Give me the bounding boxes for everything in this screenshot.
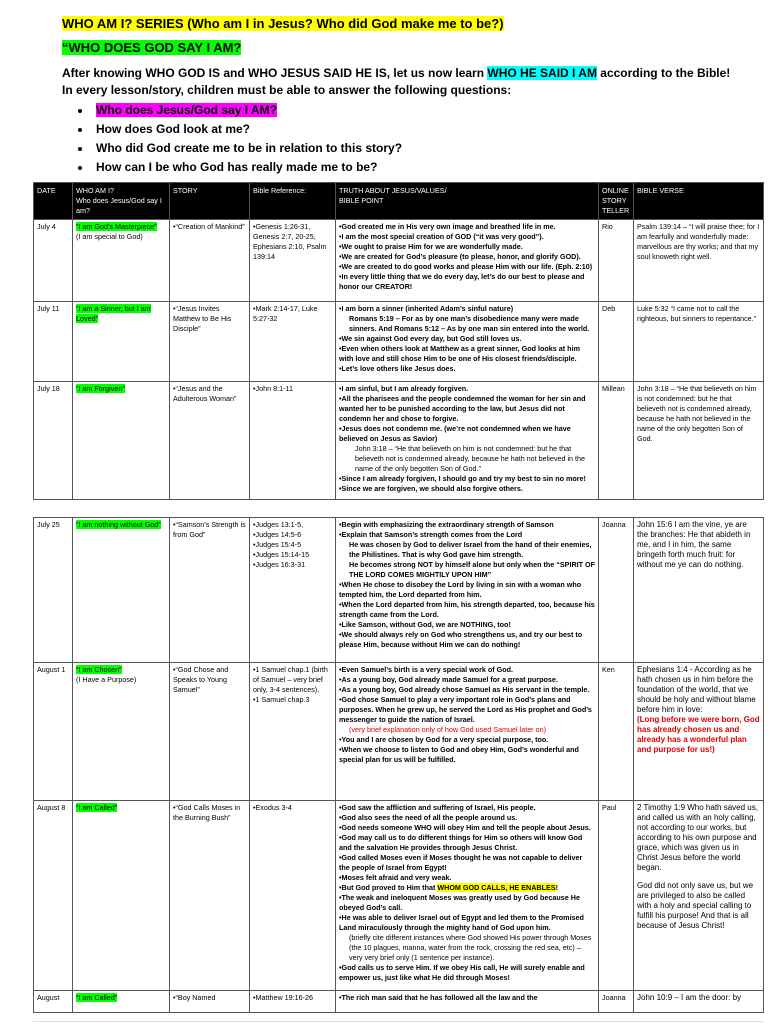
page-divider	[33, 1021, 763, 1022]
row-teller: Rio	[599, 220, 634, 302]
row-truth: •God created me in His very own image and breathed life in me. •I am the most special creation of GOD (“it was very good”). •We ought to praise Him for we are wonderfully made. •We are created for God’s pleasure (to please, honor, and glorify GOD). •We are created to do good works and please Him with our life. (Eph. 2:10) •In every little thing that we do every day, let’s do our best to please and honor our CREATOR!	[336, 220, 599, 302]
row-teller: Joanna	[599, 518, 634, 663]
row-truth: •God saw the affliction and suffering of Israel, His people. •God also sees the need of all the people around us. •God needs someone WHO will obey Him and tell the people about Jesus. •God may call us to do different things for Him so others will know God and the salvation He provides through Jesus Christ. •God called Moses even if Moses thought he was not capable to deliver the people of Israel from Egypt! •Moses felt afraid and very weak. •But God proved to Him that WHOM GOD CALLS, HE ENABLES! •The weak and ineloquent Moses was greatly used by God because He obeyed God’s call. •He was able to deliver Israel out of Egypt and led them to the Promised Land miraculously through the mighty hand of God upon him. (briefly cite different instances where God showed His power through Moses (the 10 plagues, manna, water from the rock, crossing the red sea, etc) – very very brief only (1 sentence per instance). •God calls us to serve Him. If we obey His call, He will surely enable and empower us, just like what He did through Moses!	[336, 801, 599, 991]
lesson-table-page1	[33, 182, 764, 500]
row-truth: •I am born a sinner (inherited Adam’s sinful nature) Romans 5:19 – For as by one man’s disobedience many were made sinners. And Romans 5:12 – As by one man sin entered into the world. •We sin against God every day, but God still loves us. •Even when others look at Matthew as a great sinner, God looks at him with love and still chose Him to be one of His closest friends/disciple. •Let’s love others like Jesus does.	[336, 302, 599, 382]
row-who: “I am Chosen” (I Have a Purpose)	[73, 663, 170, 801]
row-story: •“Samson’s Strength is from God”	[170, 518, 250, 663]
row-story: •“Creation of Mankind”	[170, 220, 250, 302]
series-subtitle: “WHO DOES GOD SAY I AM?	[62, 40, 242, 55]
row-story: •“Jesus Invites Matthew to Be His Disciple”	[170, 302, 250, 382]
table-row	[34, 518, 764, 663]
series-title: WHO AM I? SERIES (Who am I in Jesus? Who did God make me to be?)	[62, 16, 504, 31]
row-verse: Luke 5:32 “I came not to call the righteous, but sinners to repentance.”	[634, 302, 764, 382]
row-story: •“Jesus and the Adulterous Woman”	[170, 382, 250, 500]
question-item: • Who does Jesus/God say I AM?	[92, 101, 762, 120]
row-who: “I am Called”	[73, 991, 170, 1013]
header-who: WHO AM I? Who does Jesus/God say I am?	[73, 183, 170, 220]
table-row	[34, 302, 764, 382]
row-story: •“God Calls Moses in the Burning Bush”	[170, 801, 250, 991]
row-story: •“God Chose and Speaks to Young Samuel”	[170, 663, 250, 801]
row-reference: •Judges 13:1-5, •Judges 14:5-6 •Judges 15:4-5 •Judges 15:14-15 •Judges 16:3-31	[250, 518, 336, 663]
row-verse: John 10:9 – I am the door: by	[634, 991, 764, 1013]
table-row	[34, 801, 764, 991]
row-reference: •Mark 2:14-17, Luke 5:27-32	[250, 302, 336, 382]
row-verse: Psalm 139:14 – “I will praise thee; for I am fearfully and wonderfully made: marvellous are thy works; and that my soul knoweth right well.	[634, 220, 764, 302]
row-date: July 4	[34, 220, 73, 302]
row-who: “I am nothing without God”	[73, 518, 170, 663]
row-verse: 2 Timothy 1:9 Who hath saved us, and called us with an holy calling, not according to our works, but according to his own purpose and grace, which was given us in Christ Jesus before the world began. God did not only save us, but we are privileged to also be called with a holy and special calling to fulfill his purpose! And that is all because of Jesus Christ!	[634, 801, 764, 991]
row-truth: •I am sinful, but I am already forgiven. •All the pharisees and the people condemned the woman for her sin and wanted her to be punished according to the law, but Jesus did not condemn her and chose to forgive. •Jesus does not condemn me. (we’re not condemned when we have believed on Jesus as Savior) John 3:18 – “He that believeth on him is not condemned: but he that believeth not is condemned already, because he hath not believed in the name of the only begotten Son of God.” •Since I am already forgiven, I should go and try my best to sin no more! •Since we are forgiven, we should also forgive others.	[336, 382, 599, 500]
row-teller: Ken	[599, 663, 634, 801]
header-teller: ONLINE STORY TELLER	[599, 183, 634, 220]
table-row	[34, 991, 764, 1013]
row-date: August	[34, 991, 73, 1013]
row-story: •“Boy Named	[170, 991, 250, 1013]
question-list	[62, 101, 762, 177]
header-story: STORY	[170, 183, 250, 220]
row-teller: Deb	[599, 302, 634, 382]
row-reference: •Matthew 19:16-26	[250, 991, 336, 1013]
table-row	[34, 663, 764, 801]
header-verse: BIBLE VERSE	[634, 183, 764, 220]
row-date: July 25	[34, 518, 73, 663]
row-verse: John 15:6 I am the vine, ye are the branches: He that abideth in me, and I in him, the same bringeth forth much fruit: for without me ye can do nothing.	[634, 518, 764, 663]
header-truth: TRUTH ABOUT JESUS/VALUES/ BIBLE POINT	[336, 183, 599, 220]
row-verse: John 3:18 – “He that believeth on him is not condemned: but he that believeth not is condemned already, because he hath not believed in the name of the only begotten Son of God.	[634, 382, 764, 500]
header-reference: Bible Reference:	[250, 183, 336, 220]
question-item: • How can I be who God has really made me to be?	[92, 158, 762, 177]
row-date: July 11	[34, 302, 73, 382]
row-date: August 1	[34, 663, 73, 801]
header-date: DATE	[34, 183, 73, 220]
intro-line-1: After knowing WHO GOD IS and WHO JESUS SAID HE IS, let us now learn WHO HE SAID I AM according to the Bible!	[62, 66, 731, 80]
question-item: • Who did God create me to be in relation to this story?	[92, 139, 762, 158]
row-reference: •Exodus 3-4	[250, 801, 336, 991]
lesson-table-page2	[33, 517, 764, 1013]
row-teller: Paul	[599, 801, 634, 991]
row-teller: Joanna	[599, 991, 634, 1013]
row-truth: •Begin with emphasizing the extraordinary strength of Samson •Explain that Samson’s strength comes from the Lord He was chosen by God to deliver Israel from the hand of their enemies, the Philistines. That is why God gave him strength. He becomes strong NOT by himself alone but only when the “SPIRIT OF THE LORD COMES MIGHTILY UPON HIM” •When He chose to disobey the Lord by living in sin with a woman who tempted him, the Lord departed from him. •When the Lord departed from him, his strength departed, too, because his strength came from the Lord. •Like Samson, without God, we are NOTHING, too! •We should always rely on God who strengthens us, and try our best to please Him, because without Him we can do nothing!	[336, 518, 599, 663]
row-date: August 8	[34, 801, 73, 991]
row-reference: •1 Samuel chap.1 (birth of Samuel – very brief only, 3-4 sentences), •1 Samuel chap.3	[250, 663, 336, 801]
row-who: “I am Forgiven”	[73, 382, 170, 500]
row-reference: •John 8:1-11	[250, 382, 336, 500]
row-who: “I am Called”	[73, 801, 170, 991]
row-date: July 18	[34, 382, 73, 500]
table-header-row	[34, 183, 764, 220]
table-row	[34, 220, 764, 302]
row-reference: •Genesis 1:26-31, Genesis 2:7, 20-25, Ephesians 2:10, Psalm 139:14	[250, 220, 336, 302]
page-header	[62, 14, 762, 177]
row-truth: •The rich man said that he has followed all the law and the	[336, 991, 599, 1013]
row-verse: Ephesians 1:4 - According as he hath chosen us in him before the foundation of the world, that we should be holy and without blame before him in love: (Long before we were born, God has already chosen us and already has a wonderful plan and purpose for us!)	[634, 663, 764, 801]
row-who: “I am a Sinner, but I am Loved”	[73, 302, 170, 382]
row-truth: •Even Samuel’s birth is a very special work of God. •As a young boy, God already made Samuel for a great purpose. •As a young boy, God already chose Samuel as His servant in the temple. •God chose Samuel to play a very important role in God’s plans and purposes. When he grew up, he served the Lord as His prophet and God’s messenger to guide the nation of Israel. (very brief explanation only of how God used Samuel later on) •You and I are chosen by God for a very special purpose, too. •When we choose to listen to God and obey Him, God’s wonderful and special plan for us will be fulfilled.	[336, 663, 599, 801]
row-who: “I am God’s Masterpiece” (I am special to God)	[73, 220, 170, 302]
intro-line-2: In every lesson/story, children must be able to answer the following questions:	[62, 83, 512, 97]
table-row	[34, 382, 764, 500]
question-item: • How does God look at me?	[92, 120, 762, 139]
row-teller: Millean	[599, 382, 634, 500]
